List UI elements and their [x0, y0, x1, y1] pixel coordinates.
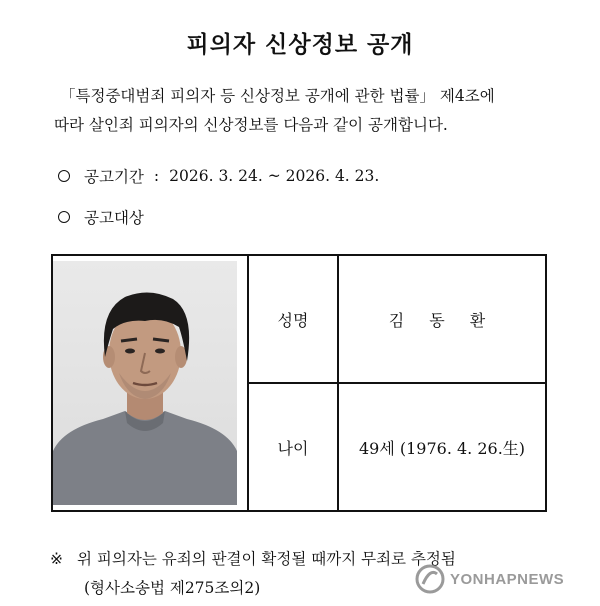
- page-title: 피의자 신상정보 공개: [186, 32, 414, 58]
- period-row: [58, 165, 379, 187]
- period-separator: :: [153, 167, 160, 185]
- age-label: 나이: [248, 383, 338, 511]
- intro-line-1: 「특정중대범죄 피의자 등 신상정보 공개에 관한 법률」 제4조에: [60, 87, 495, 105]
- intro-paragraph: [54, 82, 560, 140]
- photo-cell: [52, 255, 248, 511]
- yonhap-watermark: [415, 564, 564, 594]
- person-silhouette-icon: [53, 261, 237, 505]
- yonhap-logo-icon: [415, 564, 445, 594]
- intro-line-2: 따라 살인죄 피의자의 신상정보를 다음과 같이 공개합니다.: [54, 116, 448, 134]
- suspect-info-table: [51, 254, 547, 512]
- circle-bullet-icon: [58, 211, 70, 223]
- circle-bullet-icon: [58, 170, 70, 182]
- name-label: 성명: [248, 255, 338, 383]
- target-row: [58, 206, 144, 228]
- note-line-2: (형사소송법 제275조의2): [84, 579, 261, 597]
- presumption-note: [50, 545, 456, 603]
- period-value: 2026. 3. 24. ~ 2026. 4. 23.: [169, 167, 380, 185]
- note-line-1: 위 피의자는 유죄의 판결이 확정될 때까지 무죄로 추정됨: [77, 550, 456, 568]
- period-label: 공고기간: [84, 168, 144, 186]
- target-label: 공고대상: [84, 209, 144, 227]
- watermark-text: YONHAPNEWS: [450, 570, 565, 588]
- name-value: 김 동 환: [338, 255, 546, 383]
- age-value: 49세 (1976. 4. 26.生): [338, 383, 546, 511]
- suspect-photo: [53, 261, 237, 505]
- note-mark: ※: [50, 550, 63, 568]
